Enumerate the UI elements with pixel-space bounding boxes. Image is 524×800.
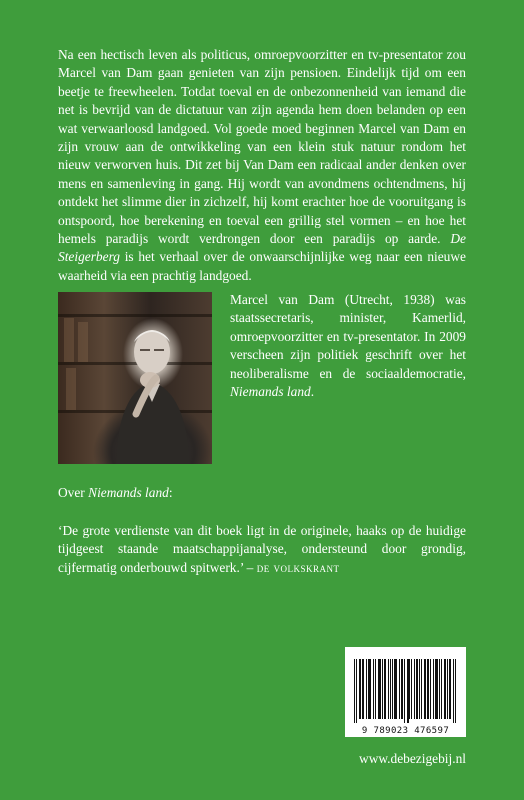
author-bio-end: . bbox=[310, 384, 315, 400]
over-book-title: Niemands land bbox=[88, 485, 169, 500]
barcode-bar bbox=[388, 659, 389, 719]
barcode-bar bbox=[382, 659, 383, 719]
barcode-bar bbox=[354, 659, 355, 723]
review-quote-text: ‘De grote verdienste van dit boek ligt in de originele, haaks op de huidige tijdgeest staande maatschappijanalyse, ondersteund door grondig, cijfermatig onderbouwd spitwerk.’ bbox=[58, 523, 466, 575]
barcode-bar bbox=[380, 659, 381, 719]
barcode-bar bbox=[373, 659, 374, 719]
barcode-bar bbox=[444, 659, 445, 719]
isbn-number: 9 789023 476597 bbox=[361, 726, 450, 736]
barcode-bar bbox=[363, 659, 364, 719]
barcode-bar bbox=[370, 659, 371, 719]
barcode-bar bbox=[356, 659, 357, 723]
barcode-bar bbox=[416, 659, 417, 719]
barcode-bar bbox=[439, 659, 440, 719]
barcode-bar bbox=[378, 659, 379, 719]
publisher-website: www.debezigebij.nl bbox=[359, 751, 466, 766]
barcode-bar bbox=[433, 659, 434, 719]
barcode-bar bbox=[414, 659, 415, 719]
author-bio bbox=[230, 291, 466, 401]
over-suffix: : bbox=[168, 485, 173, 500]
barcode-bar bbox=[369, 659, 370, 719]
barcode-bar bbox=[455, 659, 456, 723]
barcode-bar bbox=[407, 659, 408, 723]
barcode-bar bbox=[450, 659, 451, 719]
book-spine bbox=[66, 368, 76, 410]
review-quote-dash: – bbox=[243, 559, 257, 575]
review-quote bbox=[58, 522, 466, 577]
barcode-bar bbox=[385, 659, 386, 719]
barcode-bar bbox=[395, 659, 396, 719]
barcode-bar bbox=[368, 659, 369, 719]
barcode-bar bbox=[396, 659, 397, 719]
over-prefix: Over bbox=[58, 485, 85, 500]
blurb-text bbox=[58, 46, 466, 285]
blurb-intro: Na een hectisch leven als politicus, omroepvoorzitter en tv-presentator zou Marcel van Dam gaan genieten van zijn pensioen. Eindelijk tijd om een beetje te freewheelen. Totdat toeval en de onbezonnenheid van iemand die net is bevrijd van de dictatuur van zijn agenda hem doen belanden op een wat verwaarloosd landgoed. Vol goede moed beginnen Marcel van Dam en zijn vrouw aan de ontwikkeling van een klein stuk natuur rondom het nieuw verworven huis. Dit zet bij Van Dam een radicaal ander denken over mens en samenleving in gang. Hij wordt van avondmens ochtendmens, hij ontdekt het slimme dier in zichzelf, hij komt erachter hoe de vooruitgang is ontspoord, hoe berekening en toeval een grillig stel vormen – en hoe het hemels paradijs wordt verdrongen door een paradijs op aarde. bbox=[58, 47, 466, 247]
barcode-bar bbox=[445, 659, 446, 719]
barcode-bar bbox=[408, 659, 409, 723]
barcode-bar bbox=[394, 659, 395, 719]
barcode-bar bbox=[392, 659, 393, 719]
review-quote-source: de volkskrant bbox=[256, 559, 340, 575]
author-figure bbox=[106, 322, 196, 464]
barcode-bar bbox=[425, 659, 426, 719]
barcode-bar bbox=[428, 659, 429, 719]
book-spine bbox=[78, 322, 88, 362]
barcode-bar bbox=[437, 659, 438, 719]
blurb-book-title: De Steigerberg bbox=[58, 231, 466, 265]
barcode-bar bbox=[427, 659, 428, 719]
barcode-bar bbox=[379, 659, 380, 719]
barcode-bar bbox=[424, 659, 425, 719]
bookshelf-line bbox=[58, 314, 212, 317]
barcode-bars bbox=[354, 659, 457, 723]
barcode-bar bbox=[421, 659, 422, 719]
isbn-barcode bbox=[345, 647, 466, 737]
barcode-bar bbox=[384, 659, 385, 719]
barcode-bar bbox=[366, 659, 367, 719]
barcode-bar bbox=[447, 659, 448, 719]
barcode-bar bbox=[453, 659, 454, 723]
barcode-bar bbox=[430, 659, 431, 719]
barcode-bar bbox=[390, 659, 391, 719]
barcode-bar bbox=[436, 659, 437, 719]
over-heading bbox=[58, 484, 173, 502]
barcode-bar bbox=[375, 659, 376, 719]
barcode-bar bbox=[419, 659, 420, 719]
author-bio-book-title: Niemands land bbox=[230, 384, 311, 400]
barcode-bar bbox=[360, 659, 361, 719]
barcode-bar bbox=[441, 659, 442, 719]
barcode-bar bbox=[404, 659, 405, 723]
author-bio-text: Marcel van Dam (Utrecht, 1938) was staatssecretaris, minister, Kamerlid, omroepvoorzitter en tv-presentator. In 2009 verscheen zijn politiek geschrift over het neoliberalisme en de sociaaldemocratie, bbox=[230, 292, 466, 381]
barcode-bar bbox=[401, 659, 402, 719]
barcode-bar bbox=[399, 659, 400, 719]
barcode-bar bbox=[362, 659, 363, 719]
barcode-bar bbox=[417, 659, 418, 719]
barcode-bar bbox=[435, 659, 436, 719]
blurb-outro: is het verhaal over de onwaarschijnlijke weg naar een nieuwe waarheid via een prachtig landgoed. bbox=[58, 249, 466, 283]
barcode-bar bbox=[409, 659, 410, 719]
barcode-bar bbox=[449, 659, 450, 719]
barcode-bar bbox=[411, 659, 412, 719]
author-photo bbox=[58, 292, 212, 464]
barcode-bar bbox=[359, 659, 360, 719]
book-spine bbox=[64, 318, 74, 362]
barcode-bar bbox=[402, 659, 403, 719]
